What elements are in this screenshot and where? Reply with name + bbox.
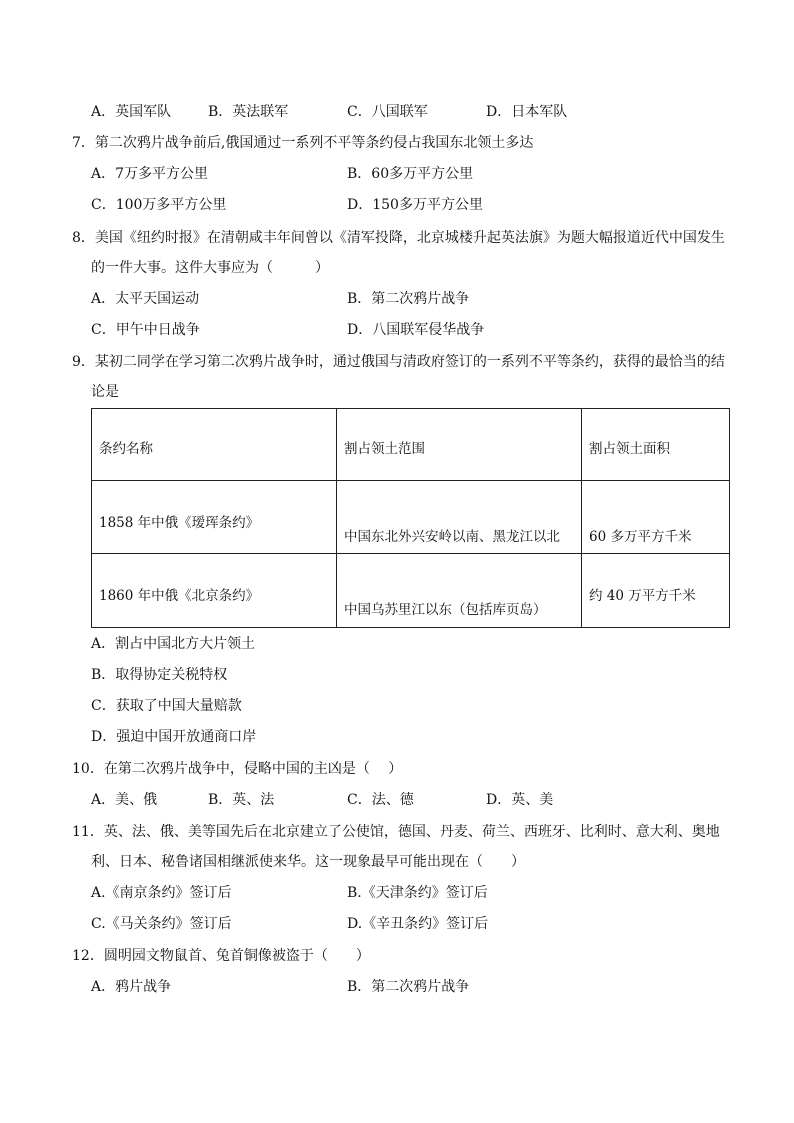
table-cell	[337, 554, 582, 628]
table-cell	[582, 481, 730, 554]
q7-option-b: B．60多万平方公里	[347, 166, 474, 182]
row1-area: 60 多万平方千米	[589, 529, 692, 545]
row2-treaty: 1860 年中俄《北京条约》	[99, 588, 260, 604]
q11-stem-line2: 利、日本、秘鲁诸国相继派使来华。这一现象最早可能出现在（ ）	[91, 854, 525, 870]
q6-option-c: C．八国联军	[347, 104, 428, 120]
header-treaty-name: 条约名称	[99, 441, 153, 457]
q8-option-d: D．八国联军侵华战争	[347, 322, 485, 338]
table-row	[92, 554, 730, 628]
q11-option-a: A.《南京条约》签订后	[91, 885, 232, 901]
q9-stem-line2: 论是	[91, 384, 119, 400]
q6-option-b: B．英法联军	[208, 104, 289, 120]
q8-option-c: C．甲午中日战争	[91, 322, 200, 338]
q12-option-a: A．鸦片战争	[91, 979, 172, 995]
q11-stem-line1: 11．英、法、俄、美等国先后在北京建立了公使馆，德国、丹麦、荷兰、西班牙、比利时、意大利、奥地	[72, 824, 720, 840]
q9-option-a: A．割占中国北方大片领土	[91, 636, 256, 652]
table-header-cell	[337, 409, 582, 481]
table-header-cell	[582, 409, 730, 481]
table-header-row	[92, 409, 730, 481]
q10-option-c: C．法、德	[347, 792, 414, 808]
q10-option-d: D．英、美	[486, 792, 554, 808]
q9-option-d: D．强迫中国开放通商口岸	[91, 729, 257, 745]
q6-option-a: A．英国军队	[91, 104, 172, 120]
table-header-cell	[92, 409, 337, 481]
row1-range: 中国东北外兴安岭以南、黑龙江以北	[344, 529, 560, 545]
q9-stem-line1: 9．某初二同学在学习第二次鸦片战争时，通过俄国与清政府签订的一系列不平等条约，获得的最恰当的结	[72, 354, 725, 370]
q9-option-b: B．取得协定关税特权	[91, 667, 228, 683]
q8-stem-line2: 的一件大事。这件大事应为（ ）	[91, 260, 329, 276]
q6-option-d: D．日本军队	[486, 104, 568, 120]
q11-option-c: C.《马关条约》签订后	[91, 916, 232, 932]
table-cell	[92, 554, 337, 628]
q7-option-d: D．150多万平方公里	[347, 197, 483, 213]
q12-stem: 12．圆明园文物鼠首、兔首铜像被盗于（ ）	[72, 948, 370, 964]
table-cell	[582, 554, 730, 628]
table-cell	[337, 481, 582, 554]
row2-area: 约 40 万平方千米	[589, 588, 696, 604]
q7-option-c: C．100万多平方公里	[91, 197, 227, 213]
q12-option-b: B．第二次鸦片战争	[347, 979, 470, 995]
q10-option-b: B．英、法	[208, 792, 275, 808]
q9-option-c: C．获取了中国大量赔款	[91, 698, 242, 714]
header-territory-area: 割占领土面积	[589, 441, 670, 457]
q8-stem-line1: 8．美国《纽约时报》在清朝咸丰年间曾以《清军投降，北京城楼升起英法旗》为题大幅报道近代中国发生	[72, 230, 725, 246]
table-cell	[92, 481, 337, 554]
q11-option-d: D.《辛丑条约》签订后	[347, 916, 489, 932]
treaty-table	[91, 408, 730, 628]
table-row	[92, 481, 730, 554]
q10-stem: 10．在第二次鸦片战争中，侵略中国的主凶是（ ）	[72, 761, 403, 777]
q10-option-a: A．美、俄	[91, 792, 158, 808]
q11-option-b: B.《天津条约》签订后	[347, 885, 488, 901]
row2-range: 中国乌苏里江以东（包括库页岛）	[344, 602, 547, 618]
q8-option-b: B．第二次鸦片战争	[347, 291, 470, 307]
q7-stem: 7．第二次鸦片战争前后,俄国通过一系列不平等条约侵占我国东北领土多达	[72, 135, 534, 151]
row1-treaty: 1858 年中俄《瑷珲条约》	[99, 515, 260, 531]
q7-option-a: A．7万多平方公里	[91, 166, 209, 182]
header-territory-range: 割占领土范围	[344, 441, 425, 457]
q8-option-a: A．太平天国运动	[91, 291, 200, 307]
